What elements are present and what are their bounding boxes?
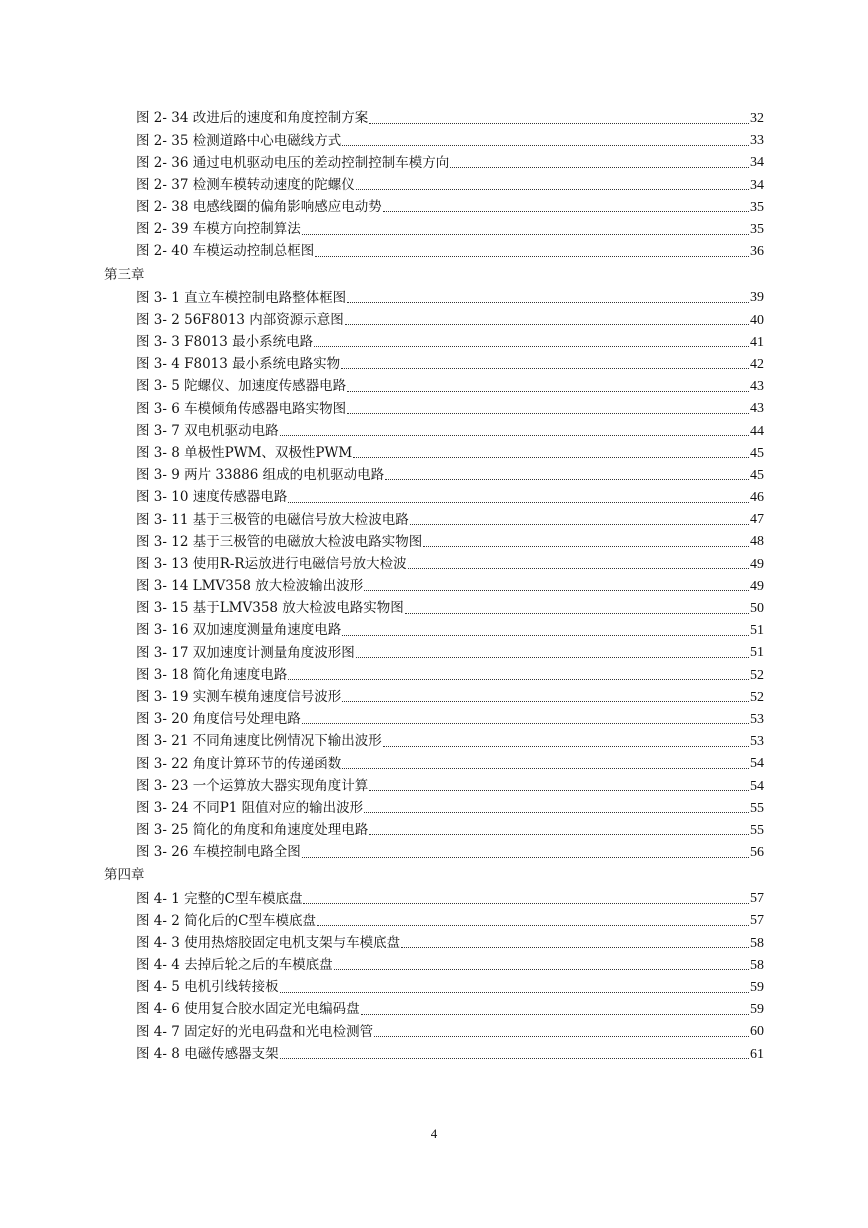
toc-entry-label: 图 3- 12 基于三极管的电磁放大检波电路实物图 xyxy=(136,533,423,550)
toc-entry-label: 图 3- 19 实测车模角速度信号波形 xyxy=(136,689,342,706)
dot-leader xyxy=(383,211,749,212)
toc-entry-page: 59 xyxy=(750,980,764,996)
toc-entry[interactable] xyxy=(104,576,764,598)
toc-entry[interactable] xyxy=(104,933,764,955)
dot-leader xyxy=(302,723,749,724)
toc-entry[interactable] xyxy=(104,465,764,487)
toc-entry[interactable] xyxy=(104,398,764,420)
toc-entry-label: 图 2- 40 车模运动控制总框图 xyxy=(136,243,315,260)
toc-entry[interactable] xyxy=(104,152,764,174)
toc-entry-label: 图 4- 5 电机引线转接板 xyxy=(136,979,279,996)
toc-entry-page: 51 xyxy=(750,645,764,661)
toc-entry-page: 55 xyxy=(750,800,764,816)
toc-entry-label: 图 3- 9 两片 33886 组成的电机驱动电路 xyxy=(136,467,385,484)
dot-leader xyxy=(410,524,749,525)
toc-entry[interactable] xyxy=(104,531,764,553)
toc-entry-label: 图 3- 15 基于LMV358 放大检波电路实物图 xyxy=(136,600,404,617)
toc-entry-label: 图 3- 4 F8013 最小系统电路实物 xyxy=(136,356,341,373)
toc-entry-page: 58 xyxy=(750,957,764,973)
toc-entry-label: 图 4- 3 使用热熔胶固定电机支架与车模底盘 xyxy=(136,934,401,951)
dot-leader xyxy=(369,790,749,791)
dot-leader xyxy=(408,568,749,569)
toc-entry-label: 图 3- 18 简化角速度电路 xyxy=(136,666,288,683)
toc-entry-label: 图 3- 6 车模倾角传感器电路实物图 xyxy=(136,400,347,417)
toc-entry-label: 图 3- 1 直立车模控制电路整体框图 xyxy=(136,289,347,306)
toc-entry[interactable] xyxy=(104,1044,764,1066)
dot-leader xyxy=(347,391,749,392)
toc-entry[interactable] xyxy=(104,420,764,442)
toc-entry-page: 43 xyxy=(750,379,764,395)
toc-entry-label: 图 2- 36 通过电机驱动电压的差动控制控制车模方向 xyxy=(136,154,450,171)
dot-leader xyxy=(450,167,749,168)
toc-entry-label: 图 3- 20 角度信号处理电路 xyxy=(136,711,301,728)
toc-entry-label: 图 3- 13 使用R-R运放进行电磁信号放大检波 xyxy=(136,555,407,572)
toc-entry[interactable] xyxy=(104,332,764,354)
dot-leader xyxy=(369,834,749,835)
toc-entry[interactable] xyxy=(104,910,764,932)
dot-leader xyxy=(280,992,749,993)
toc-entry-label: 图 3- 16 双加速度测量角速度电路 xyxy=(136,622,342,639)
dot-leader xyxy=(288,679,749,680)
toc-entry[interactable] xyxy=(104,487,764,509)
dot-leader xyxy=(347,302,749,303)
toc-entry-label: 图 3- 2 56F8013 内部资源示意图 xyxy=(136,311,344,328)
toc-entry-label: 图 3- 24 不同P1 阻值对应的输出波形 xyxy=(136,799,364,816)
toc-entry-page: 45 xyxy=(750,445,764,461)
toc-entry[interactable] xyxy=(104,775,764,797)
toc-entry-page: 58 xyxy=(750,935,764,951)
dot-leader xyxy=(342,145,749,146)
dot-leader xyxy=(364,590,749,591)
dot-leader xyxy=(364,812,749,813)
chapter-heading: 第四章 xyxy=(104,867,145,884)
dot-leader xyxy=(280,435,749,436)
toc-entry[interactable] xyxy=(104,709,764,731)
toc-entry-label: 图 3- 22 角度计算环节的传递函数 xyxy=(136,755,342,772)
dot-leader xyxy=(314,346,749,347)
toc-entry[interactable] xyxy=(104,509,764,531)
toc-entry[interactable] xyxy=(104,598,764,620)
toc-entry[interactable] xyxy=(104,130,764,152)
toc-entry[interactable] xyxy=(104,977,764,999)
toc-entry-page: 52 xyxy=(750,689,764,705)
toc-entry-label: 图 4- 7 固定好的光电码盘和光电检测管 xyxy=(136,1023,374,1040)
toc-entry-label: 图 4- 2 简化后的C型车模底盘 xyxy=(136,912,316,929)
toc-entry-label: 图 3- 7 双电机驱动电路 xyxy=(136,422,279,439)
toc-entry-label: 图 3- 14 LMV358 放大检波输出波形 xyxy=(136,578,364,595)
toc-entry-page: 34 xyxy=(750,177,764,193)
toc-entry-label: 图 3- 3 F8013 最小系统电路 xyxy=(136,334,314,351)
toc-entry-page: 39 xyxy=(750,290,764,306)
dot-leader xyxy=(347,413,749,414)
toc-entry-page: 52 xyxy=(750,667,764,683)
dot-leader xyxy=(303,903,749,904)
toc-entry-page: 53 xyxy=(750,734,764,750)
toc-entry-label: 图 3- 21 不同角速度比例情况下输出波形 xyxy=(136,733,382,750)
toc-entry-label: 图 2- 39 车模方向控制算法 xyxy=(136,221,301,238)
toc-entry[interactable] xyxy=(104,687,764,709)
toc-entry-page: 54 xyxy=(750,778,764,794)
toc-entry-page: 36 xyxy=(750,244,764,260)
toc-entry-label: 图 3- 25 简化的角度和角速度处理电路 xyxy=(136,822,369,839)
toc-entry-page: 50 xyxy=(750,601,764,617)
toc-entry-page: 60 xyxy=(750,1024,764,1040)
toc-entry[interactable] xyxy=(104,753,764,775)
toc-entry[interactable] xyxy=(104,620,764,642)
dot-leader xyxy=(342,701,749,702)
toc-entry-page: 61 xyxy=(750,1046,764,1062)
toc-entry-page: 55 xyxy=(750,822,764,838)
toc-entry-page: 51 xyxy=(750,623,764,639)
toc-entry-page: 32 xyxy=(750,111,764,127)
dot-leader xyxy=(369,123,749,124)
toc-entry-label: 图 3- 23 一个运算放大器实现角度计算 xyxy=(136,777,369,794)
toc-entry[interactable] xyxy=(104,842,764,864)
dot-leader xyxy=(383,746,749,747)
toc-entry-page: 46 xyxy=(750,490,764,506)
toc-entry-label: 图 3- 5 陀螺仪、加速度传感器电路 xyxy=(136,378,347,395)
dot-leader xyxy=(341,368,749,369)
toc-entry-page: 57 xyxy=(750,891,764,907)
toc-entry-page: 33 xyxy=(750,133,764,149)
toc-entry-page: 35 xyxy=(750,222,764,238)
toc-entry-page: 34 xyxy=(750,155,764,171)
toc-entry[interactable] xyxy=(104,197,764,219)
toc-entry[interactable] xyxy=(104,999,764,1021)
toc-entry-label: 图 2- 38 电感线圈的偏角影响感应电动势 xyxy=(136,199,382,216)
dot-leader xyxy=(342,768,749,769)
toc-entry[interactable] xyxy=(104,354,764,376)
toc-entry[interactable] xyxy=(104,820,764,842)
dot-leader xyxy=(385,479,749,480)
dot-leader xyxy=(288,502,749,503)
toc-entry[interactable] xyxy=(104,108,764,130)
toc-entry-page: 57 xyxy=(750,913,764,929)
dot-leader xyxy=(317,925,749,926)
dot-leader xyxy=(356,657,749,658)
toc-entry[interactable] xyxy=(104,241,764,263)
dot-leader xyxy=(361,1014,749,1015)
toc-entry[interactable] xyxy=(104,955,764,977)
dot-leader xyxy=(342,635,749,636)
toc-entry[interactable] xyxy=(104,443,764,465)
dot-leader xyxy=(315,256,749,257)
dot-leader xyxy=(345,324,749,325)
toc-entry-page: 44 xyxy=(750,423,764,439)
toc-entry-page: 54 xyxy=(750,756,764,772)
toc-entry[interactable] xyxy=(104,1021,764,1043)
toc-entry-label: 图 4- 1 完整的C型车模底盘 xyxy=(136,890,303,907)
dot-leader xyxy=(280,1058,749,1059)
toc-entry-page: 42 xyxy=(750,356,764,372)
toc-entry[interactable] xyxy=(104,665,764,687)
dot-leader xyxy=(374,1036,749,1037)
toc-entry[interactable] xyxy=(104,642,764,664)
dot-leader xyxy=(405,613,749,614)
toc-entry[interactable] xyxy=(104,287,764,309)
table-of-figures xyxy=(104,108,764,1066)
toc-entry-label: 图 4- 8 电磁传感器支架 xyxy=(136,1045,279,1062)
toc-entry-page: 53 xyxy=(750,711,764,727)
dot-leader xyxy=(353,457,749,458)
toc-entry-label: 图 3- 10 速度传感器电路 xyxy=(136,489,288,506)
toc-entry-label: 图 3- 11 基于三极管的电磁信号放大检波电路 xyxy=(136,511,409,528)
toc-entry-label: 图 3- 17 双加速度计测量角度波形图 xyxy=(136,644,355,661)
toc-entry-label: 图 2- 35 检测道路中心电磁线方式 xyxy=(136,132,342,149)
toc-entry[interactable] xyxy=(104,888,764,910)
toc-entry-page: 49 xyxy=(750,578,764,594)
page-number: 4 xyxy=(430,1126,438,1141)
toc-entry[interactable] xyxy=(104,798,764,820)
toc-entry-label: 图 2- 37 检测车模转动速度的陀螺仪 xyxy=(136,176,355,193)
toc-entry[interactable] xyxy=(104,731,764,753)
chapter-heading: 第三章 xyxy=(104,266,145,283)
toc-entry-label: 图 3- 8 单极性PWM、双极性PWM xyxy=(136,444,353,461)
toc-entry-page: 35 xyxy=(750,199,764,215)
dot-leader xyxy=(302,857,749,858)
toc-entry-page: 40 xyxy=(750,312,764,328)
toc-entry-page: 41 xyxy=(750,334,764,350)
toc-entry-label: 图 4- 4 去掉后轮之后的车模底盘 xyxy=(136,957,333,974)
dot-leader xyxy=(401,947,749,948)
toc-entry[interactable] xyxy=(104,310,764,332)
toc-entry-label: 图 3- 26 车模控制电路全图 xyxy=(136,844,301,861)
toc-entry[interactable] xyxy=(104,376,764,398)
toc-entry[interactable] xyxy=(104,554,764,576)
dot-leader xyxy=(334,969,749,970)
toc-entry-page: 43 xyxy=(750,401,764,417)
toc-entry-page: 48 xyxy=(750,534,764,550)
toc-entry-page: 47 xyxy=(750,512,764,528)
dot-leader xyxy=(302,234,749,235)
dot-leader xyxy=(423,546,749,547)
toc-entry-page: 49 xyxy=(750,556,764,572)
toc-entry[interactable] xyxy=(104,219,764,241)
toc-entry-label: 图 4- 6 使用复合胶水固定光电编码盘 xyxy=(136,1001,360,1018)
toc-entry-page: 45 xyxy=(750,467,764,483)
toc-entry-page: 59 xyxy=(750,1002,764,1018)
dot-leader xyxy=(356,189,749,190)
toc-entry[interactable] xyxy=(104,175,764,197)
toc-entry-page: 56 xyxy=(750,845,764,861)
toc-entry-label: 图 2- 34 改进后的速度和角度控制方案 xyxy=(136,110,369,127)
